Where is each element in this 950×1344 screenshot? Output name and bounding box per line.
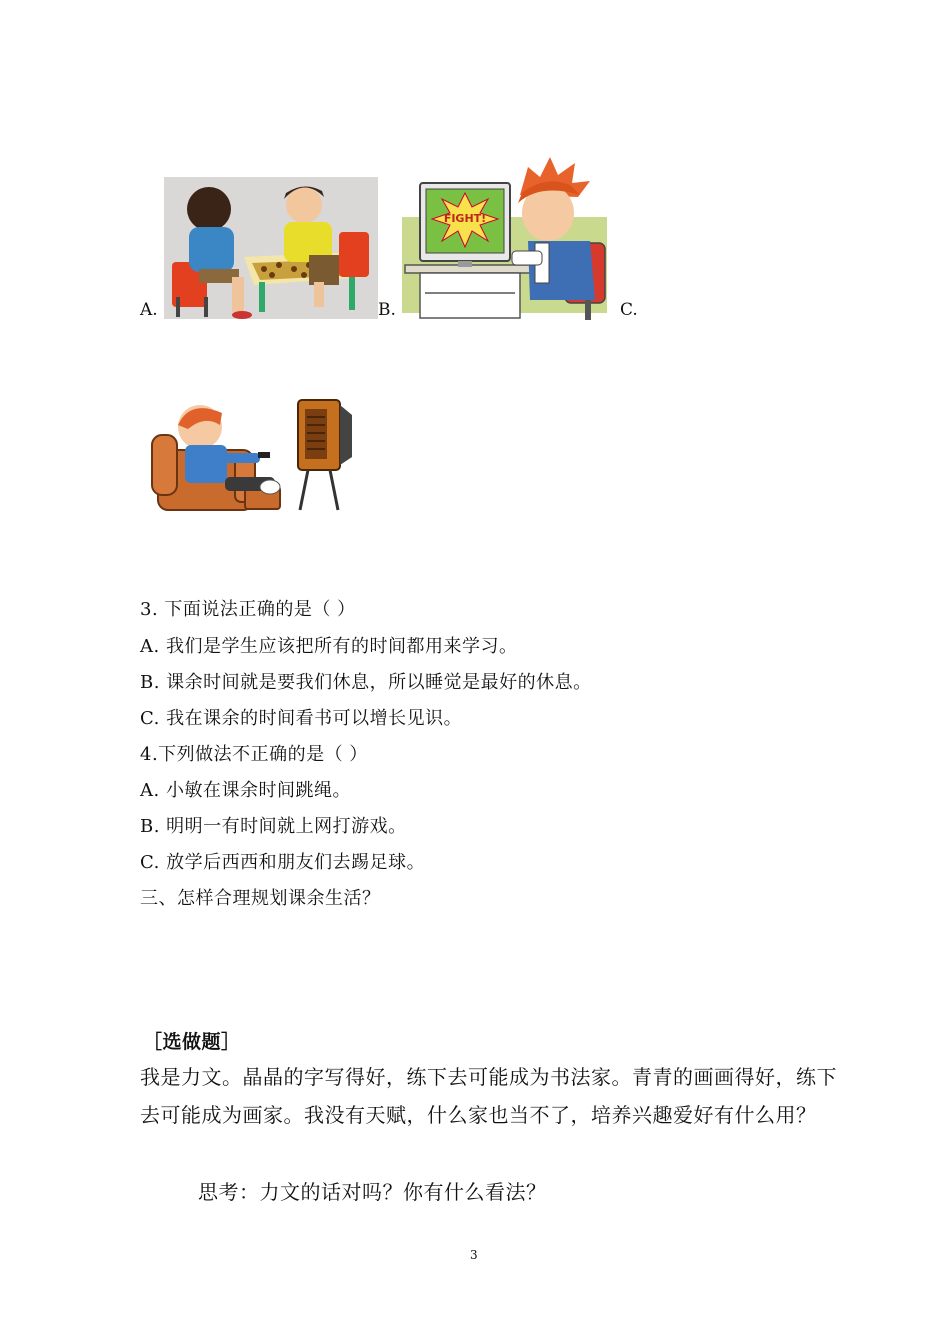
q4-option-b: B. 明明一有时间就上网打游戏。 — [140, 816, 407, 837]
optional-question-paragraph: 我是力文。晶晶的字写得好，练下去可能成为书法家。青青的画画得好，练下去可能成为画家。我没有天赋，什么家也当不了，培养兴趣爱好有什么用？ — [140, 1065, 837, 1127]
optional-question-think: 思考：力文的话对吗？你有什么看法？ — [198, 1180, 547, 1204]
q3-option-c: C. 我在课余的时间看书可以增长见识。 — [140, 708, 463, 729]
option-a-label: A. — [140, 300, 158, 320]
option-b-label: B. — [378, 300, 396, 320]
page-number: 3 — [470, 1248, 478, 1262]
q3-option-a: A. 我们是学生应该把所有的时间都用来学习。 — [140, 636, 518, 657]
q4-option-a: A. 小敏在课余时间跳绳。 — [140, 780, 351, 801]
optional-question-title: ［选做题］ — [143, 1031, 241, 1053]
section-three-heading: 三、怎样合理规划课余生活？ — [140, 888, 381, 909]
boy-playing-computer-game-image — [400, 155, 612, 320]
q3-stem: 3. 下面说法正确的是（ ） — [140, 599, 356, 620]
boy-watching-tv-image — [150, 395, 360, 515]
q3-option-b: B. 课余时间就是要我们休息，所以睡觉是最好的休息。 — [140, 672, 592, 693]
q4-stem: 4.下列做法不正确的是（ ） — [140, 744, 368, 765]
kids-playing-chess-image — [164, 177, 378, 319]
option-c-label: C. — [620, 300, 638, 320]
q4-option-c: C. 放学后西西和朋友们去踢足球。 — [140, 852, 426, 873]
screen-fight-text: FIGHT! — [443, 212, 487, 225]
